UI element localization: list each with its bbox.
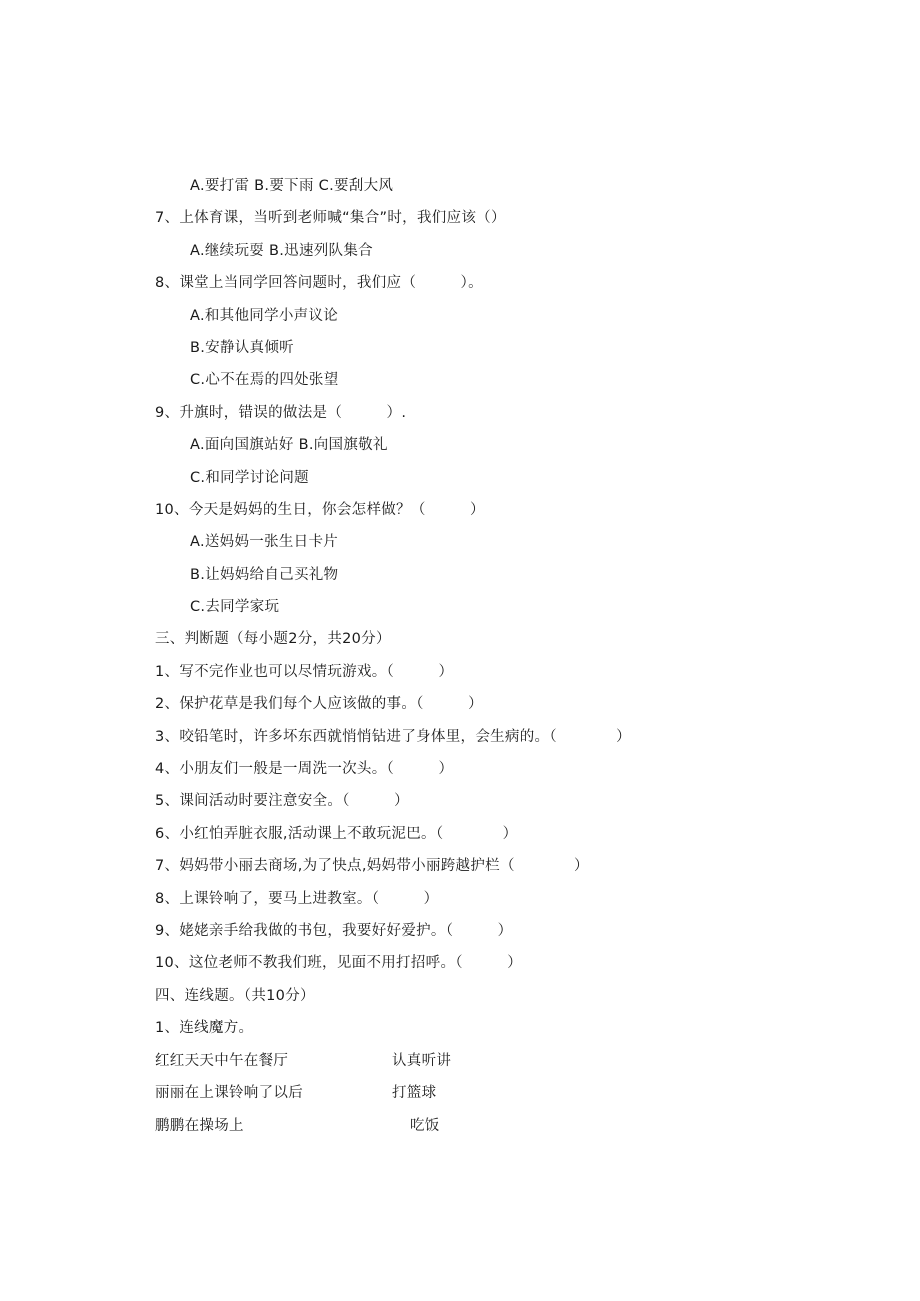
tf-item-9: 9、姥姥亲手给我做的书包，我要好好爱护。（ ） <box>155 923 513 939</box>
q10-option-b: B.让妈妈给自己买礼物 <box>190 567 339 583</box>
matching-right-1: 认真听讲 <box>392 1053 452 1069</box>
tf-item-5: 5、课间活动时要注意安全。（ ） <box>155 793 409 809</box>
q10-option-c: C.去同学家玩 <box>190 599 280 615</box>
q10-option-a: A.送妈妈一张生日卡片 <box>190 534 339 550</box>
matching-left-2: 丽丽在上课铃响了以后 <box>155 1085 303 1101</box>
q8-option-b: B.安静认真倾听 <box>190 340 294 356</box>
q9-options-ab: A.面向国旗站好 B.向国旗敬礼 <box>190 437 388 453</box>
q7-options: A.继续玩耍 B.迅速列队集合 <box>190 243 373 259</box>
matching-title: 1、连线魔方。 <box>155 1020 254 1036</box>
tf-item-10: 10、这位老师不教我们班，见面不用打招呼。（ ） <box>155 955 522 971</box>
q6-options: A.要打雷 B.要下雨 C.要刮大风 <box>190 178 394 194</box>
tf-item-4: 4、小朋友们一般是一周洗一次头。（ ） <box>155 761 454 777</box>
matching-right-3: 吃饭 <box>410 1118 440 1134</box>
q9-option-c: C.和同学讨论问题 <box>190 470 309 486</box>
tf-item-1: 1、写不完作业也可以尽情玩游戏。（ ） <box>155 664 454 680</box>
tf-item-6: 6、小红怕弄脏衣服,活动课上不敢玩泥巴。（ ） <box>155 826 518 842</box>
section-4-heading: 四、连线题。（共10分） <box>155 988 315 1004</box>
q7-question: 7、上体育课，当听到老师喊“集合”时，我们应该（） <box>155 210 506 226</box>
tf-item-8: 8、上课铃响了，要马上进教室。（ ） <box>155 891 439 907</box>
section-3-heading: 三、判断题（每小题2分，共20分） <box>155 631 391 647</box>
q8-question: 8、课堂上当同学回答问题时，我们应（ ）。 <box>155 275 483 291</box>
tf-item-2: 2、保护花草是我们每个人应该做的事。（ ） <box>155 696 483 712</box>
matching-left-3: 鹏鹏在操场上 <box>155 1118 244 1134</box>
q10-question: 10、今天是妈妈的生日，你会怎样做？（ ） <box>155 502 485 518</box>
q8-option-a: A.和其他同学小声议论 <box>190 308 339 324</box>
q8-option-c: C.心不在焉的四处张望 <box>190 372 339 388</box>
tf-item-3: 3、咬铅笔时，许多坏东西就悄悄钻进了身体里，会生病的。（ ） <box>155 729 631 745</box>
matching-right-2: 打篮球 <box>392 1085 437 1101</box>
q9-question: 9、升旗时，错误的做法是（ ）. <box>155 405 407 421</box>
tf-item-7: 7、妈妈带小丽去商场,为了快点,妈妈带小丽跨越护栏（ ） <box>155 858 589 874</box>
matching-left-1: 红红天天中午在餐厅 <box>155 1053 289 1069</box>
